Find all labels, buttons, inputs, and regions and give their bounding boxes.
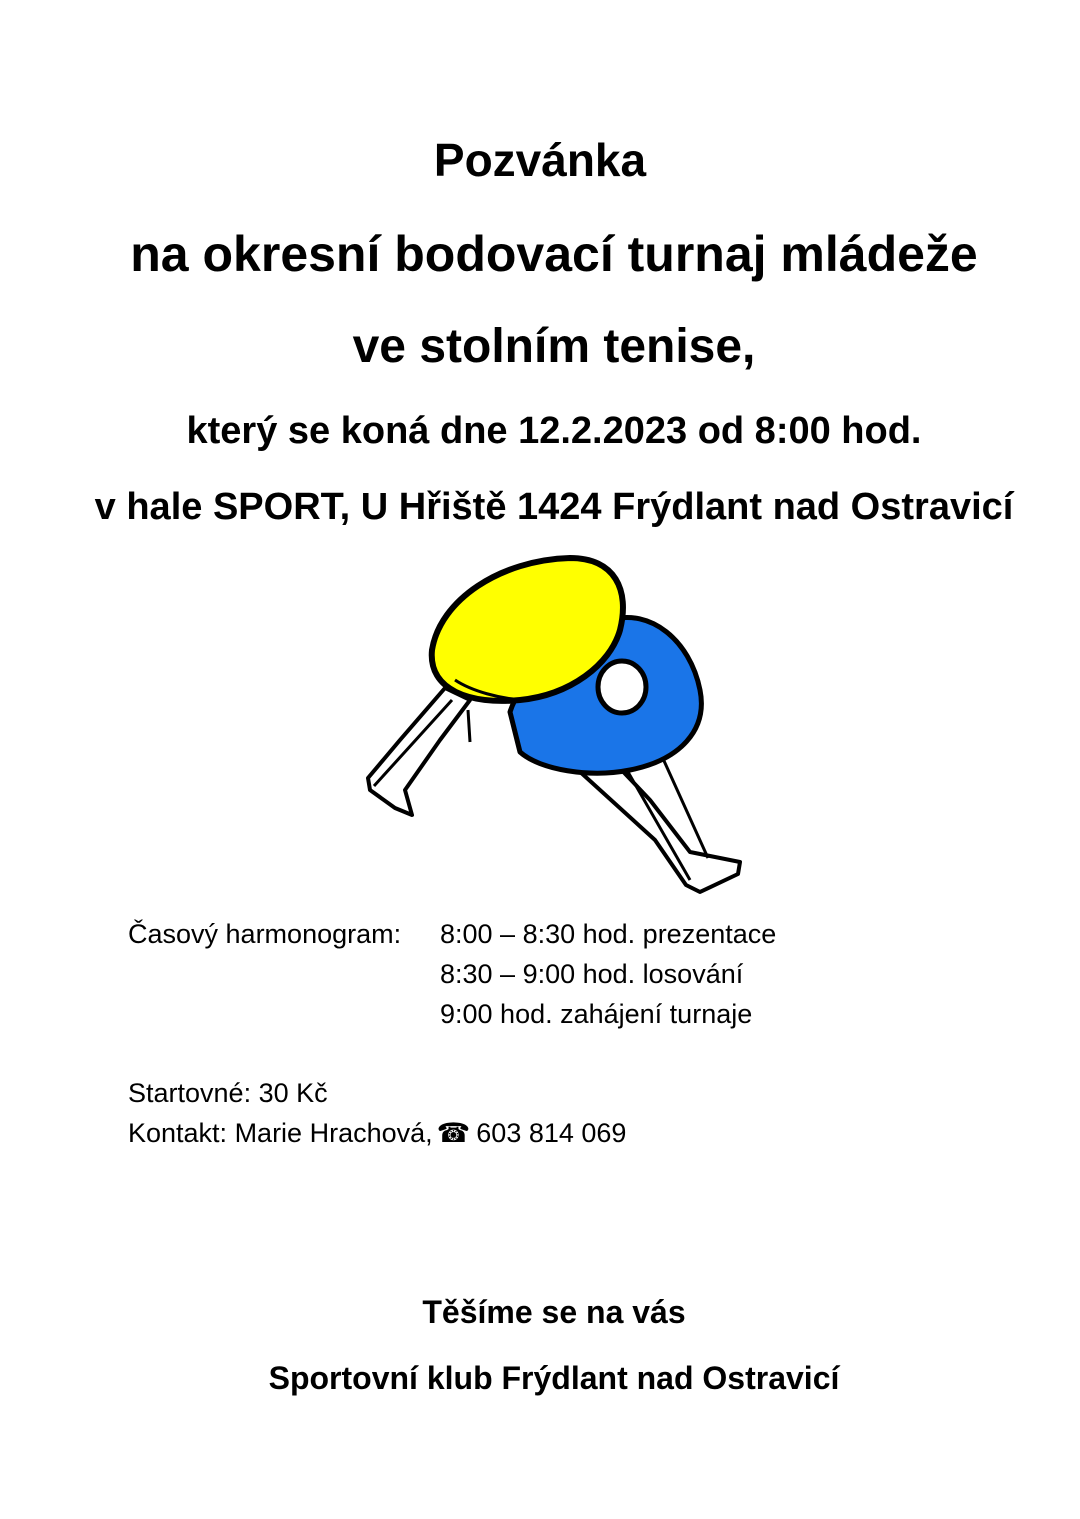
schedule-item: 8:00 – 8:30 hod. prezentace xyxy=(440,919,777,949)
table-tennis-paddles-icon xyxy=(360,550,750,900)
closing-line: Těšíme se na vás xyxy=(422,1294,686,1330)
schedule-item: 9:00 hod. zahájení turnaje xyxy=(440,999,753,1029)
invitation-title: Pozvánka xyxy=(433,134,647,186)
phone-icon: ☎ xyxy=(436,1118,471,1148)
schedule-label: Časový harmonogram: xyxy=(128,919,402,949)
date-line: který se koná dne 12.2.2023 od 8:00 hod. xyxy=(186,410,922,452)
sport-line: ve stolním tenise, xyxy=(352,320,756,373)
schedule-item: 8:30 – 9:00 hod. losování xyxy=(440,959,744,989)
tournament-name-line: na okresní bodovací turnaj mládeže xyxy=(130,226,978,282)
club-name: Sportovní klub Frýdlant nad Ostravicí xyxy=(268,1360,840,1396)
entry-fee: Startovné: 30 Kč xyxy=(128,1078,328,1108)
contact-name: Kontakt: Marie Hrachová, xyxy=(128,1118,433,1148)
contact-line xyxy=(128,1113,626,1153)
venue-line: v hale SPORT, U Hřiště 1424 Frýdlant nad Ostravicí xyxy=(94,486,1014,528)
contact-phone: 603 814 069 xyxy=(476,1118,627,1148)
